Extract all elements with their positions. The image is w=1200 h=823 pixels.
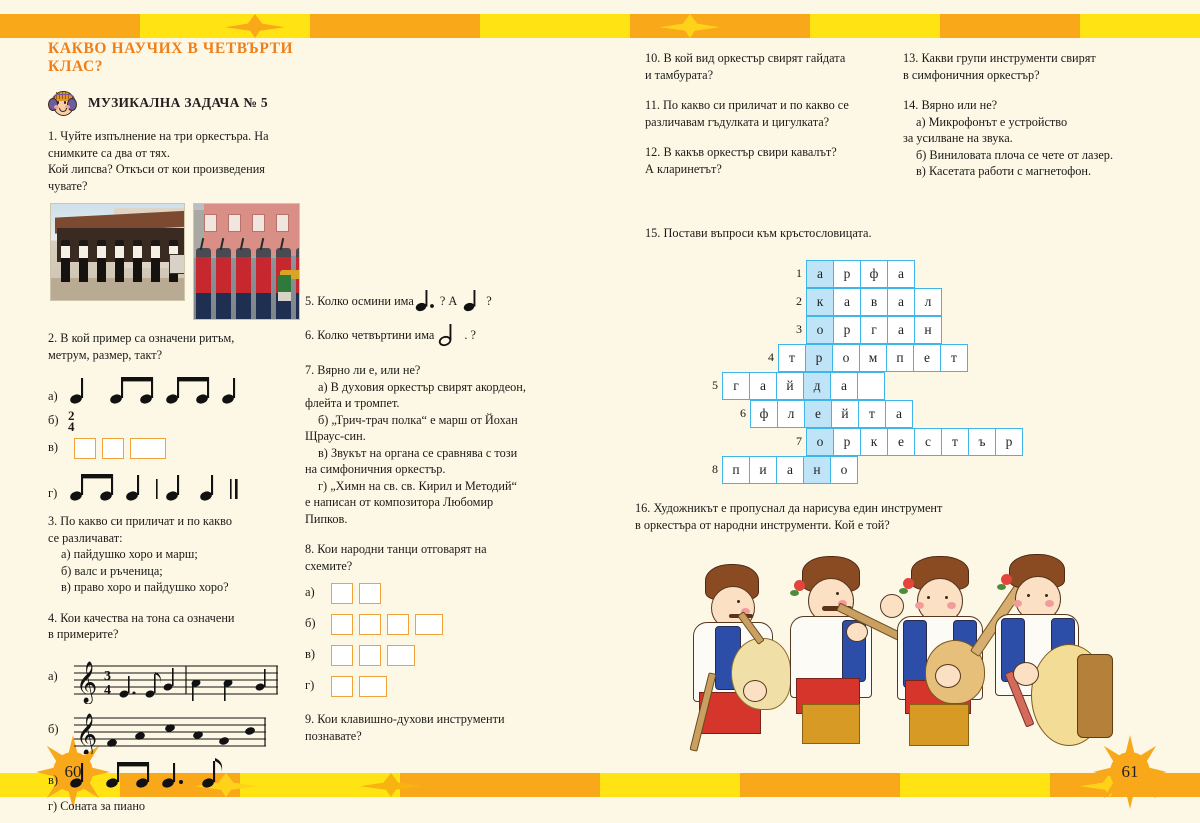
question-12 xyxy=(645,144,900,177)
crossword-cell[interactable]: е xyxy=(804,400,832,428)
crossword-row-number: 7 xyxy=(796,434,802,448)
crossword-cell[interactable]: е xyxy=(913,344,941,372)
rhythm-notation-a xyxy=(68,372,243,406)
question-1-line-1: 1. Чуйте изпълнение на три оркестъра. На снимките са два от тях. xyxy=(48,129,269,160)
question-7-option-v-line-2: на симфоничния оркестър. xyxy=(305,462,446,476)
question-2-option-v xyxy=(48,438,300,459)
staff-notation-a xyxy=(68,652,283,704)
question-16 xyxy=(635,500,1180,533)
right-page xyxy=(600,40,1200,770)
question-2-option-g xyxy=(48,469,300,503)
crossword-cell[interactable]: г xyxy=(722,372,750,400)
question-2 xyxy=(48,330,300,363)
folk-orchestra-photo xyxy=(50,203,185,301)
question-8-option-g xyxy=(305,676,555,697)
question-9-line-2: познавате? xyxy=(305,728,362,743)
military-brass-band-photo xyxy=(193,203,300,320)
question-6-post: . ? xyxy=(464,327,476,342)
answer-box[interactable] xyxy=(130,438,166,459)
question-4-option-a xyxy=(48,652,300,704)
crossword-cell[interactable]: й xyxy=(776,372,804,400)
option-label-v: в) xyxy=(305,647,316,661)
answer-box[interactable] xyxy=(359,676,387,697)
crossword-cell[interactable]: о xyxy=(806,316,834,344)
question-3-line-2: се различават: xyxy=(48,530,123,545)
question-5 xyxy=(305,288,555,314)
question-8-option-v xyxy=(305,645,555,666)
crossword-grid[interactable] xyxy=(700,260,1175,484)
question-14-option-a-line-1: а) Микрофонът е устройство xyxy=(916,114,1068,129)
crossword-row-number: 8 xyxy=(712,462,718,476)
question-6 xyxy=(305,322,555,348)
crossword-cell[interactable]: р xyxy=(805,344,833,372)
question-8-line-2: схемите? xyxy=(305,558,353,573)
page-number-right: 61 xyxy=(1121,762,1139,781)
task-label: МУЗИКАЛНА ЗАДАЧА № 5 xyxy=(88,94,268,110)
crossword-cell[interactable]: с xyxy=(914,428,942,456)
crossword-row-number: 4 xyxy=(768,350,774,364)
crossword-row-number: 5 xyxy=(712,378,718,392)
crossword-cell[interactable]: к xyxy=(806,288,834,316)
crossword-cell[interactable]: л xyxy=(777,400,805,428)
crossword-cell[interactable]: м xyxy=(859,344,887,372)
question-4 xyxy=(48,610,300,643)
crossword-cell[interactable]: р xyxy=(995,428,1023,456)
answer-box[interactable] xyxy=(415,614,443,635)
question-11-line-1: 11. По какво си приличат и по какво се xyxy=(645,98,849,112)
question-11 xyxy=(645,97,900,130)
question-13-line-1: 13. Какви групи инструменти свирят xyxy=(903,51,1096,65)
crossword-cell[interactable]: а xyxy=(776,456,804,484)
dotted-quarter-note-icon xyxy=(414,288,438,314)
option-label-v: в) xyxy=(48,772,59,787)
crossword-section xyxy=(645,225,1175,484)
question-7-option-g-line-2: е написан от композитора Любомир xyxy=(305,495,494,509)
option-label-b: б) xyxy=(48,412,59,427)
answer-box[interactable] xyxy=(331,614,353,635)
crossword-row xyxy=(700,260,1175,288)
svg-text:𝄞: 𝄞 xyxy=(76,661,98,703)
crossword-cell[interactable]: п xyxy=(886,344,914,372)
question-9 xyxy=(305,711,555,744)
question-1-line-2: Кой липсва? Откъси от кои произведения чувате? xyxy=(48,162,265,193)
answer-box[interactable] xyxy=(387,614,409,635)
crossword-cell[interactable]: а xyxy=(885,400,913,428)
left-column-two xyxy=(305,288,555,753)
question-14-option-a-line-2: за усилване на звука. xyxy=(903,131,1013,145)
question-13-line-2: в симфоничния оркестър? xyxy=(903,67,1040,82)
answer-box[interactable] xyxy=(331,676,353,697)
svg-text:3: 3 xyxy=(104,668,111,684)
top-decorative-band xyxy=(0,14,1200,38)
question-7-option-v-line-1: в) Звукът на органа се сравнява с този xyxy=(318,445,518,460)
crossword-cell[interactable]: п xyxy=(722,456,750,484)
question-3-option-v: в) право хоро и пайдушко хоро? xyxy=(61,580,229,594)
crossword-cell[interactable] xyxy=(857,372,885,400)
answer-box[interactable] xyxy=(331,645,353,666)
crossword-cell[interactable]: а xyxy=(830,372,858,400)
question-2-line-1: 2. В кой пример са означени ритъм, xyxy=(48,331,235,345)
question-14-option-b: б) Виниловата плоча се чете от лазер. xyxy=(916,147,1114,162)
crossword-cell[interactable]: н xyxy=(803,456,831,484)
crossword-row-indent xyxy=(700,288,784,316)
answer-box[interactable] xyxy=(359,583,381,604)
option-label-g: г) xyxy=(48,486,58,500)
svg-text:𝄞: 𝄞 xyxy=(76,713,98,754)
option-label-v: в) xyxy=(48,440,59,454)
crossword-row xyxy=(700,316,1175,344)
question-16-line-1: 16. Художникът е пропуснал да нарисува един инструмент xyxy=(635,501,943,515)
question-12-line-2: А кларинетът? xyxy=(645,161,722,176)
crossword-cell[interactable]: т xyxy=(858,400,886,428)
option-label-b: б) xyxy=(48,722,59,736)
question-7-line-1: 7. Вярно ли е, или не? xyxy=(305,363,421,377)
crossword-row xyxy=(700,456,1175,484)
task-header xyxy=(48,88,300,117)
question-7-option-g-line-1: г) „Химн на св. св. Кирил и Методий“ xyxy=(318,478,517,493)
question-1 xyxy=(48,128,300,194)
question-3 xyxy=(48,513,300,596)
crossword-cell[interactable]: к xyxy=(860,428,888,456)
answer-box[interactable] xyxy=(359,645,381,666)
crossword-cell[interactable]: й xyxy=(831,400,859,428)
crossword-row-number: 6 xyxy=(740,406,746,420)
option-label-a: а) xyxy=(48,669,58,683)
question-14 xyxy=(903,97,1173,180)
crossword-row-indent xyxy=(700,260,784,288)
question-7-option-b-line-2: Щраус-син. xyxy=(305,429,366,443)
crossword-row-indent xyxy=(700,316,784,344)
question-10-line-1: 10. В кой вид оркестър свирят гайдата xyxy=(645,51,846,65)
option-label-b: б) xyxy=(305,616,316,630)
answer-box[interactable] xyxy=(102,438,124,459)
crossword-cell[interactable]: д xyxy=(803,372,831,400)
crossword-cell[interactable]: о xyxy=(830,456,858,484)
answer-box[interactable] xyxy=(359,614,381,635)
crossword-row-number: 2 xyxy=(796,294,802,308)
question-13 xyxy=(903,50,1173,83)
folk-musicians-illustration xyxy=(685,542,1105,757)
crossword-cell[interactable]: ф xyxy=(750,400,778,428)
page-number-left: 60 xyxy=(64,762,82,781)
crossword-row xyxy=(700,372,1175,400)
question-12-line-1: 12. В какъв оркестър свири кавалът? xyxy=(645,145,837,159)
question-3-line-1: 3. По какво си приличат и по какво xyxy=(48,514,233,528)
illustration-section xyxy=(635,500,1180,757)
crossword-cell[interactable]: а xyxy=(749,372,777,400)
crossword-row xyxy=(700,400,1175,428)
question-8 xyxy=(305,541,555,574)
crossword-cell[interactable]: н xyxy=(914,316,942,344)
question-8-line-1: 8. Кои народни танци отговарят на xyxy=(305,542,487,556)
question-11-line-2: различавам гъдулката и цигулката? xyxy=(645,114,830,129)
crossword-row xyxy=(700,344,1175,372)
headphones-kid-icon xyxy=(48,88,77,117)
rhythm-notation-g xyxy=(68,469,243,503)
crossword-cell[interactable]: р xyxy=(833,428,861,456)
question-7-option-g-line-3: Пипков. xyxy=(305,511,348,526)
question-8-option-a xyxy=(305,583,555,604)
photo-row xyxy=(50,203,300,320)
svg-text:4: 4 xyxy=(104,682,111,698)
question-9-line-1: 9. Кои клавишно-духови инструменти xyxy=(305,712,505,726)
answer-box[interactable] xyxy=(331,583,353,604)
question-14-line-1: 14. Вярно или не? xyxy=(903,98,998,112)
question-7 xyxy=(305,362,555,527)
crossword-row-number: 1 xyxy=(796,266,802,280)
question-2-option-a xyxy=(48,372,300,406)
crossword-cell[interactable]: а xyxy=(887,260,915,288)
crossword-cell[interactable]: о xyxy=(832,344,860,372)
page-title: КАКВО НАУЧИХ В ЧЕТВЪРТИ КЛАС? xyxy=(48,40,294,75)
crossword-cell[interactable]: т xyxy=(941,428,969,456)
question-7-option-a-line-1: а) В духовия оркестър свирят акордеон, xyxy=(318,379,526,394)
option-label-a: а) xyxy=(48,389,58,403)
question-5-mid: ? А xyxy=(439,293,458,308)
crossword-cell[interactable]: г xyxy=(860,316,888,344)
right-column-one xyxy=(645,50,900,186)
crossword-cell[interactable]: а xyxy=(806,260,834,288)
crossword-row-indent xyxy=(700,428,784,456)
question-6-pre: 6. Колко четвъртини има xyxy=(305,327,435,342)
question-2-option-b xyxy=(48,410,300,432)
crossword-cell[interactable]: р xyxy=(833,260,861,288)
question-4-line-2: в примерите? xyxy=(48,627,119,641)
crossword-row xyxy=(700,428,1175,456)
question-4-option-g: г) Соната за пиано xyxy=(48,798,146,813)
question-15: 15. Постави въпроси към кръстословицата. xyxy=(645,226,872,240)
question-3-option-a: а) пайдушко хоро и марш; xyxy=(61,547,198,561)
crossword-row-indent xyxy=(700,344,756,372)
crossword-row xyxy=(700,288,1175,316)
crossword-cell[interactable]: л xyxy=(914,288,942,316)
crossword-cell[interactable]: и xyxy=(749,456,777,484)
crossword-cell[interactable]: о xyxy=(806,428,834,456)
crossword-row-number: 3 xyxy=(796,322,802,336)
crossword-cell[interactable]: а xyxy=(833,288,861,316)
crossword-cell[interactable]: ъ xyxy=(968,428,996,456)
right-column-two xyxy=(903,50,1173,189)
crossword-cell[interactable]: е xyxy=(887,428,915,456)
question-16-line-2: в оркестъра от народни инструменти. Кой е той? xyxy=(635,517,890,532)
quarter-note-icon xyxy=(462,288,486,314)
meter-numerator: 2 xyxy=(68,408,75,423)
crossword-cell[interactable]: т xyxy=(940,344,968,372)
question-2-line-2: метрум, размер, такт? xyxy=(48,347,163,362)
option-label-a: а) xyxy=(305,585,315,599)
question-14-option-v: в) Касетата работи с магнетофон. xyxy=(916,164,1092,178)
question-10-line-2: и тамбурата? xyxy=(645,67,714,82)
question-8-option-b xyxy=(305,614,555,635)
answer-box[interactable] xyxy=(74,438,96,459)
question-5-pre: 5. Колко осмини има xyxy=(305,293,414,308)
crossword-cell[interactable]: т xyxy=(778,344,806,372)
half-note-icon xyxy=(438,322,464,348)
question-4-line-1: 4. Кои качества на тона са означени xyxy=(48,610,235,625)
crossword-cell[interactable]: ф xyxy=(860,260,888,288)
answer-box[interactable] xyxy=(387,645,415,666)
crossword-cell[interactable]: а xyxy=(887,316,915,344)
meter-denominator: 4 xyxy=(68,419,75,434)
crossword-cell[interactable]: а xyxy=(887,288,915,316)
question-7-option-b-line-1: б) „Трич-трач полка“ е марш от Йохан xyxy=(318,412,518,427)
question-7-option-a-line-2: флейта и тромпет. xyxy=(305,396,400,410)
question-5-post: ? xyxy=(486,293,492,308)
option-label-g: г) xyxy=(305,678,315,692)
crossword-row-indent xyxy=(700,400,728,428)
crossword-cell[interactable]: в xyxy=(860,288,888,316)
left-column-one xyxy=(48,40,300,823)
crossword-cell[interactable]: р xyxy=(833,316,861,344)
question-10 xyxy=(645,50,900,83)
musician-tupan xyxy=(985,552,1110,757)
question-3-option-b: б) валс и ръченица; xyxy=(61,563,163,578)
